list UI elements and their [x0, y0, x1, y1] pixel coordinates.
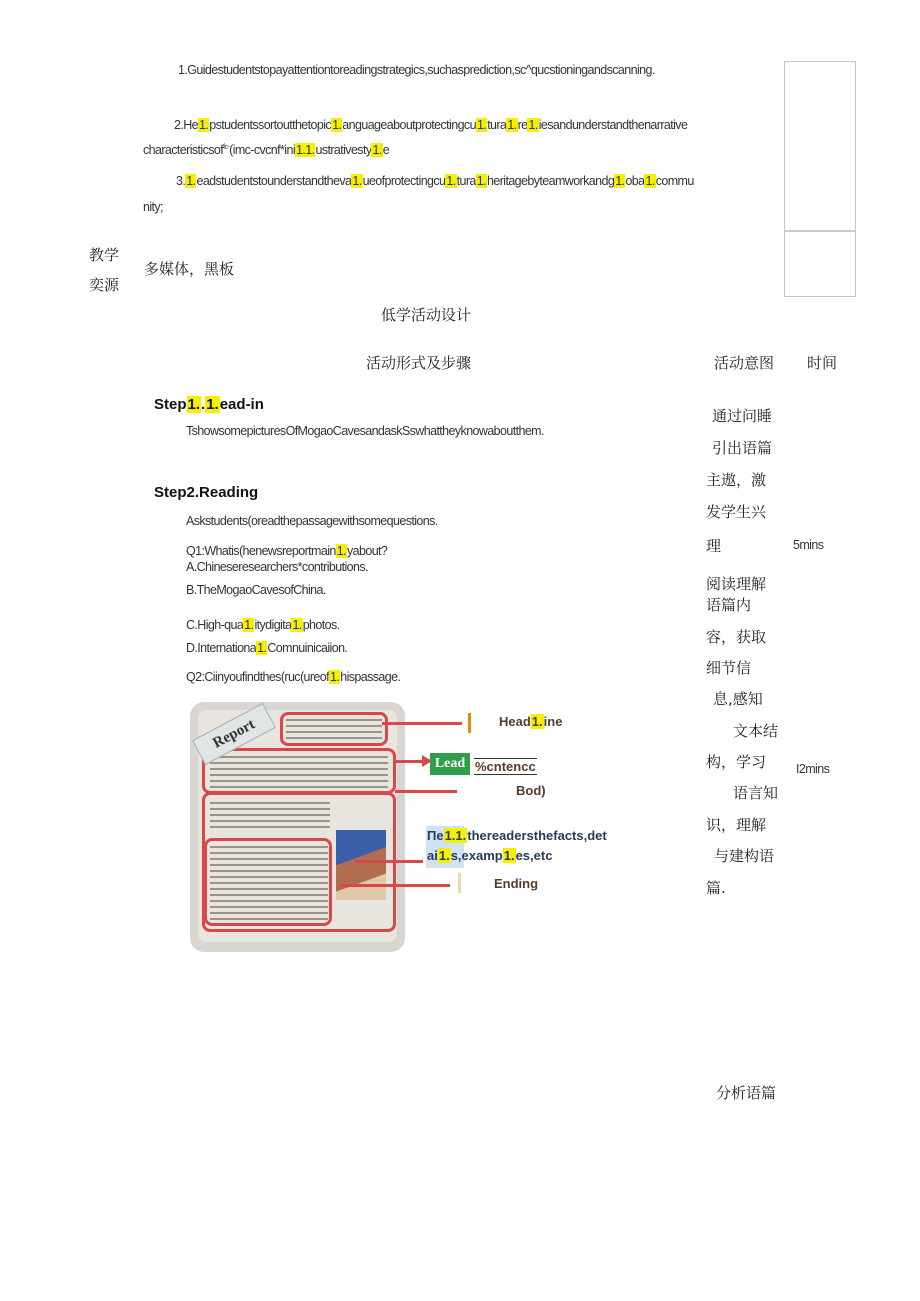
time1: 5mins — [793, 538, 824, 552]
arrow-body — [395, 790, 457, 793]
label-lead-sentence: %cntencc — [475, 759, 536, 774]
intent2-line9: 识，理解 — [706, 816, 767, 834]
objective-3: 3.1.eadstudentstounderstandtheva1.ueofprotectingcu1.tura1.heritagebyteamworkandg1.oba1.commu — [176, 174, 694, 188]
intent2-line6: 文本结 — [733, 722, 779, 740]
intent3: 分析语篇 — [716, 1084, 777, 1102]
question-1: Q1:Whatis(henewsreportmain1.yabout? — [186, 544, 388, 558]
step1-title: Step1..1.ead-in — [154, 396, 264, 413]
column-activity: 活动形式及步骤 — [366, 354, 472, 372]
question-2: Q2:Ciinyoufindthes(ruc(ureof1.hispassage. — [186, 670, 401, 684]
arrow-lead — [395, 760, 425, 763]
arrow-headline — [382, 722, 462, 725]
step2-text: Askstudents(oreadthepassagewithsomequestions. — [186, 514, 438, 528]
intent1-line1: 通过问睡 — [712, 407, 773, 425]
intent1-line5: 理 — [706, 537, 722, 555]
option-b: B.TheMogaoCavesofChina. — [186, 583, 326, 597]
intent2-line2: 语篇内 — [706, 596, 752, 614]
report-tag: Report — [192, 703, 276, 765]
label-tell-2: ai1.s,examp1.es,etc — [427, 848, 553, 863]
intent2-line10: 与建构语 — [714, 847, 775, 865]
intent1-line4: 发学生兴 — [706, 503, 767, 521]
cave-photo — [336, 830, 386, 900]
step2-title: Step2.Reading — [154, 484, 259, 501]
objective-2-cont: characteristicsof$^{fc-}$(imc-cvcnf*ini1.1.ustrativesty1.e — [143, 143, 390, 157]
step1-text: TshowsomepicturesOfMogaoCavesandaskSswhattheyknowaboutthem. — [186, 424, 544, 438]
empty-cell-bottom — [784, 231, 856, 297]
intent1-line2: 引出语篇 — [712, 439, 773, 457]
headline-marker — [468, 713, 471, 733]
label-headline: Head1.ine — [499, 714, 563, 729]
time2: I2mins — [796, 762, 830, 776]
ending-marker — [458, 873, 461, 893]
option-a: A.Chineseresearchers*contributions. — [186, 560, 368, 574]
report-structure-image — [190, 702, 405, 952]
arrow-ending — [340, 884, 450, 887]
resources-label-2: 奕源 — [89, 276, 120, 294]
column-intent: 活动意图 — [714, 354, 775, 372]
label-body: Bod) — [516, 783, 546, 798]
section-title: 低学活动设计 — [381, 306, 472, 324]
intent2-line1: 阅读理解 — [706, 575, 767, 593]
lead-lines — [210, 756, 388, 788]
intent2-line5: 息,感知 — [713, 690, 763, 708]
resources-label-1: 教学 — [89, 246, 120, 264]
intent1-line3: 主遨，激 — [706, 471, 767, 489]
label-ending: Ending — [494, 876, 539, 891]
objective-2: 2.He1.pstudentssortoutthetopic1.anguageaboutprotectingcu1.tura1.re1.iesandunderstandthenarrative — [174, 118, 688, 132]
body-lines-2 — [210, 846, 328, 922]
intent2-line3: 容，获取 — [706, 628, 767, 646]
resources-value: 多媒体，黑板 — [144, 260, 235, 278]
body-lines-1 — [210, 802, 330, 830]
intent2-line4: 细节信 — [706, 659, 752, 677]
headline-lines — [286, 719, 382, 739]
empty-cell-top — [784, 61, 856, 231]
label-tell-1: Пe1.1.thereadersthefacts,det — [427, 828, 607, 843]
intent2-line7: 构，学习 — [706, 753, 767, 771]
arrow-tell — [355, 860, 423, 863]
option-d: D.Internationa1.Comnuinicaiion. — [186, 641, 348, 655]
objective-1: 1.Guidestudentstopayattentiontoreadingstrategics,suchasprediction,sc^qucstioningandscanning. — [178, 63, 655, 77]
intent2-line8: 语言知 — [733, 784, 779, 802]
option-c: C.High-qua1.itydigita1.photos. — [186, 618, 340, 632]
column-time: 时间 — [807, 354, 838, 372]
intent2-line11: 篇. — [706, 879, 726, 897]
label-lead: Lead — [430, 753, 470, 775]
objective-3-cont: nity; — [143, 200, 163, 214]
